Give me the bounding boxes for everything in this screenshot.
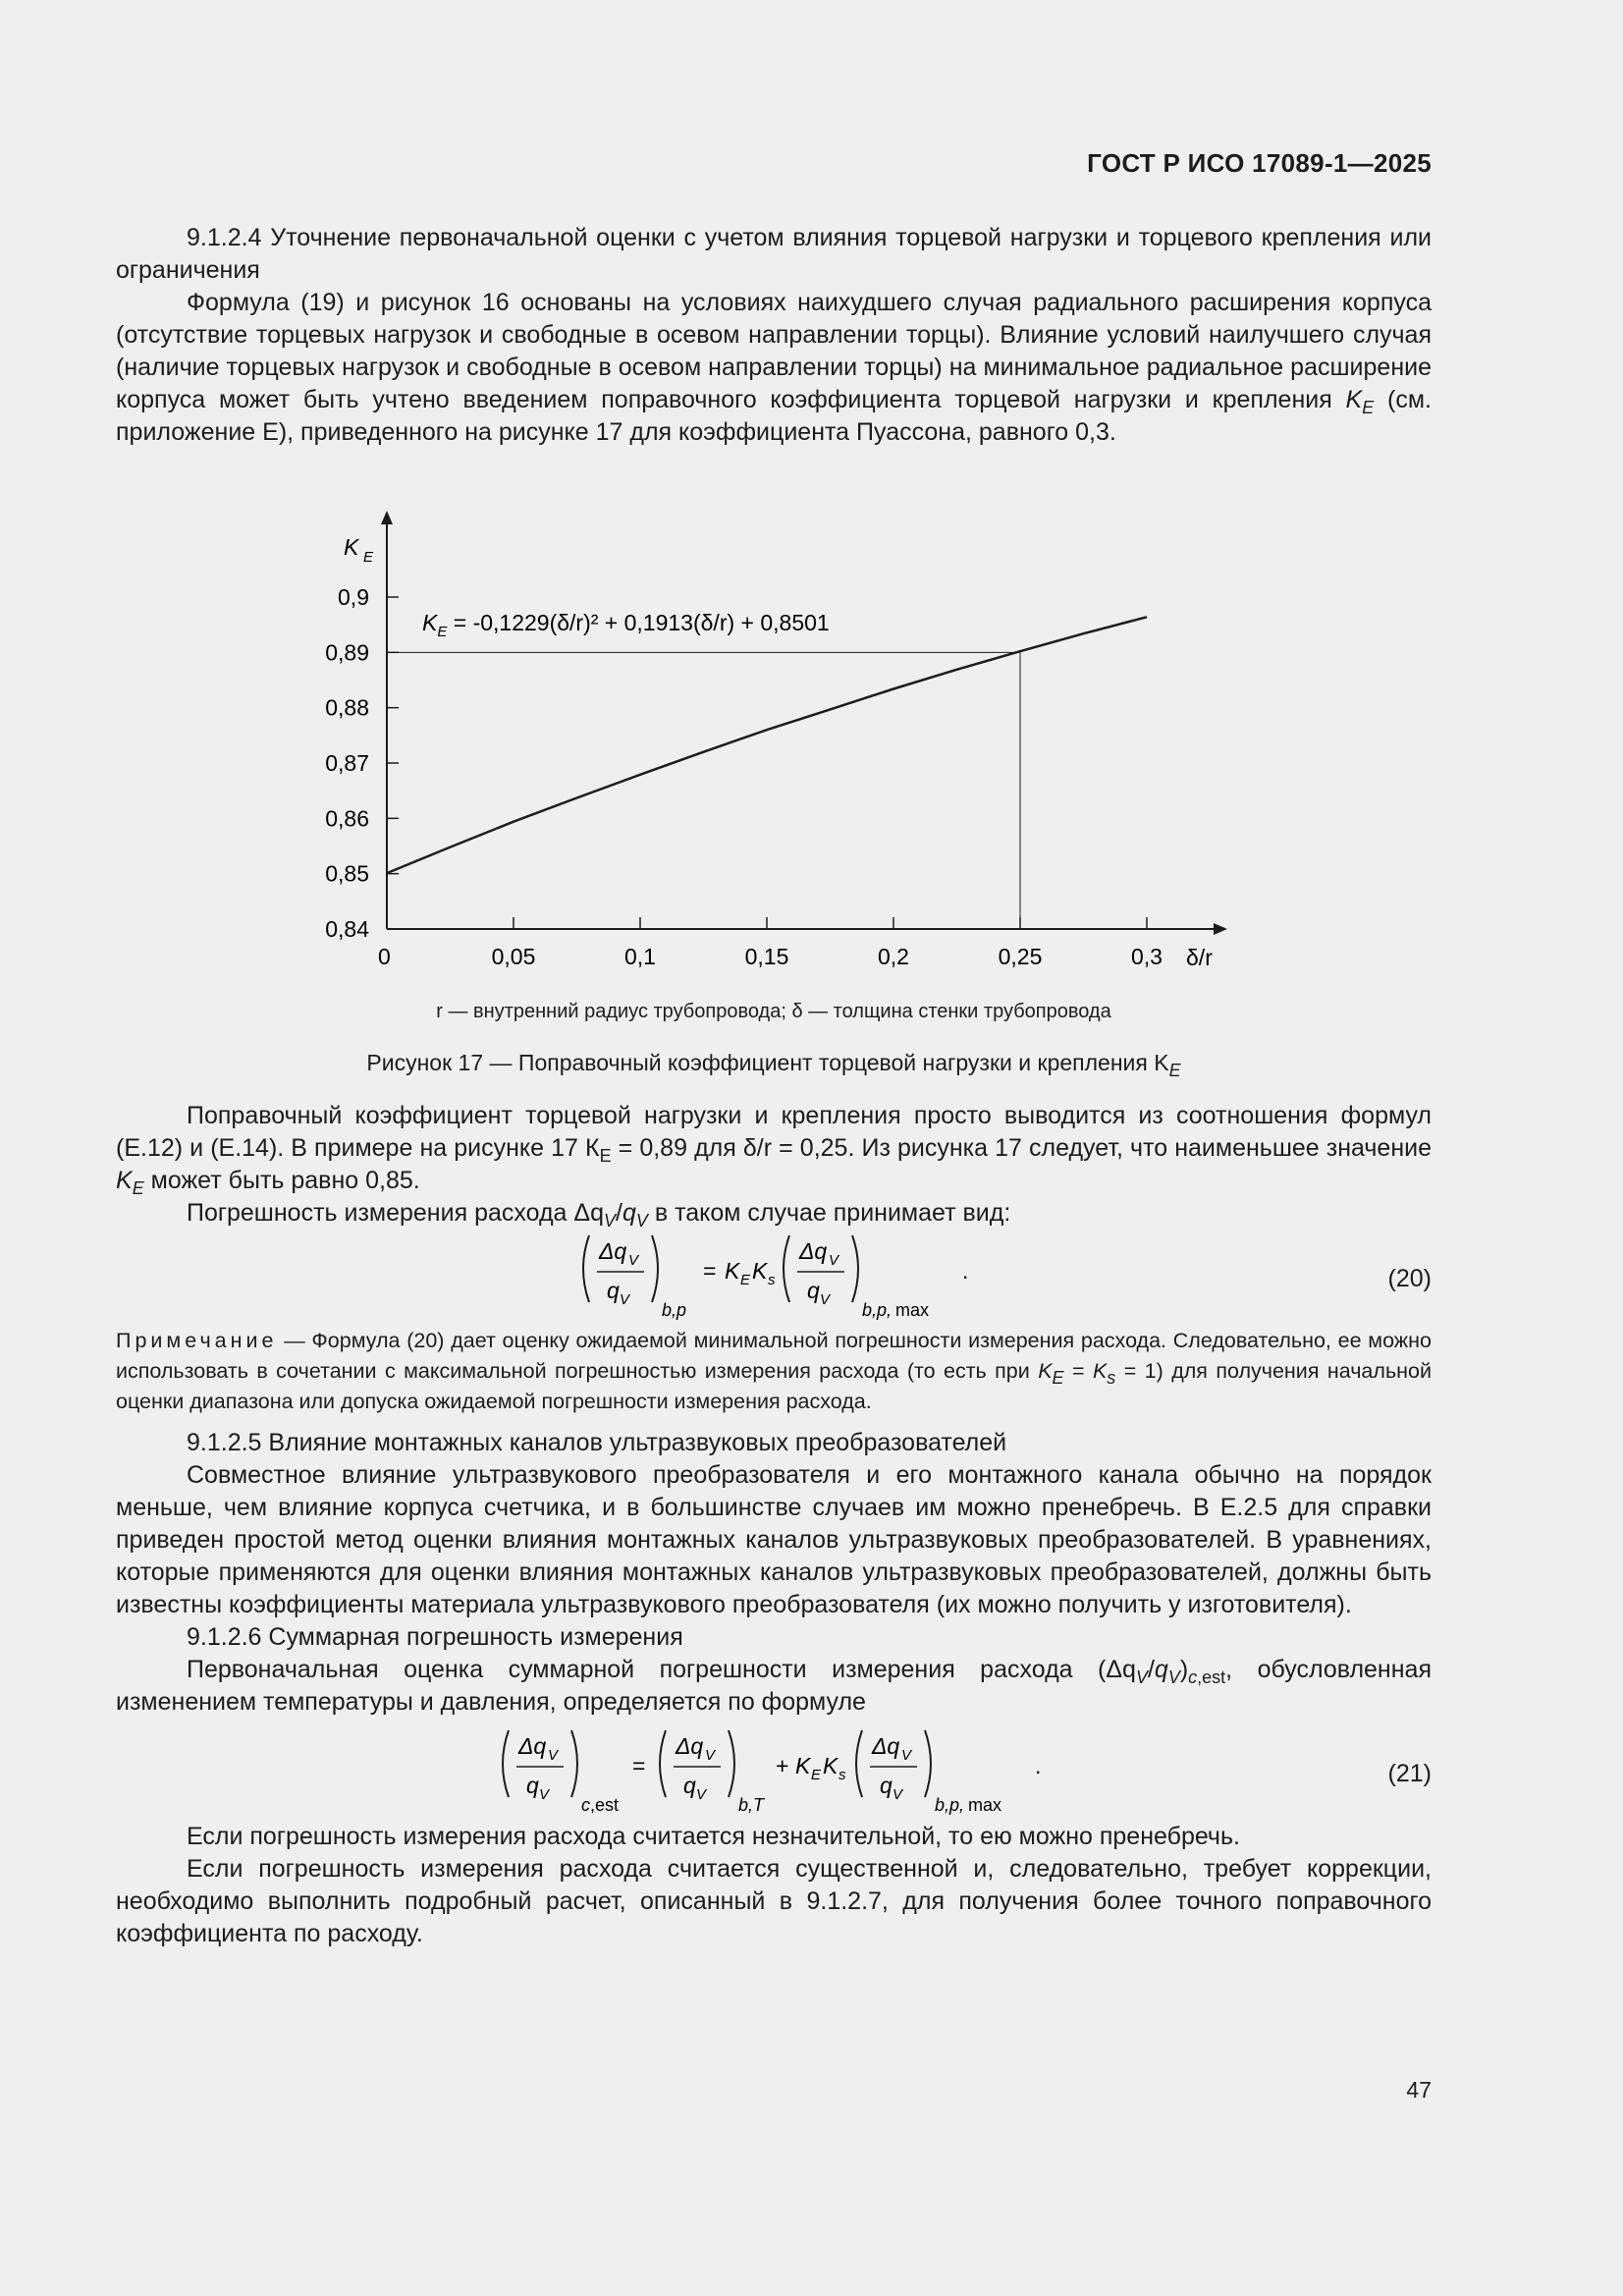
svg-text:max: max bbox=[895, 1300, 930, 1320]
svg-text:q: q bbox=[880, 1773, 893, 1798]
svg-text:=: = bbox=[703, 1258, 717, 1284]
figure-17 bbox=[116, 511, 1432, 1080]
formula-21-number: (21) bbox=[1387, 1760, 1432, 1787]
y-tick-label: 0,84 bbox=[325, 916, 369, 942]
ke-chart bbox=[116, 511, 1432, 1002]
x-axis-label: δ/r bbox=[1186, 945, 1213, 970]
y-tick-label: 0,88 bbox=[325, 694, 369, 721]
svg-text:s: s bbox=[839, 1767, 846, 1783]
svg-text:K: K bbox=[823, 1753, 839, 1778]
svg-text:b,p,: b,p, bbox=[935, 1795, 965, 1815]
svg-text:V: V bbox=[628, 1252, 639, 1269]
svg-text:Δq: Δq bbox=[872, 1733, 900, 1759]
y-tick-label: 0,85 bbox=[325, 860, 369, 887]
svg-text:V: V bbox=[705, 1747, 716, 1764]
paragraph-uncertainty-form: Погрешность измерения расхода $\Delta q_V/q_V$ в таком случае принимает вид: bbox=[187, 1199, 1011, 1230]
svg-text:Δq: Δq bbox=[799, 1238, 828, 1264]
svg-text:E: E bbox=[740, 1272, 751, 1288]
x-tick-label: 0,1 bbox=[624, 944, 656, 969]
x-axis-arrow bbox=[1214, 923, 1227, 935]
svg-text:s: s bbox=[768, 1272, 776, 1288]
formula-21-expression bbox=[497, 1724, 1125, 1821]
formula-20 bbox=[116, 1230, 1432, 1326]
page-number: 47 bbox=[1406, 2077, 1432, 2103]
svg-text:b,p,: b,p, bbox=[862, 1300, 893, 1320]
y-axis-arrow bbox=[381, 511, 393, 524]
svg-text:V: V bbox=[829, 1252, 839, 1269]
svg-text:q: q bbox=[683, 1773, 696, 1798]
section-9124 bbox=[116, 222, 1432, 449]
y-tick-label: 0,9 bbox=[338, 584, 369, 610]
y-tick-label: 0,87 bbox=[325, 750, 369, 776]
svg-text:V: V bbox=[548, 1747, 559, 1764]
svg-text:.: . bbox=[1035, 1753, 1042, 1778]
main-text-after-figure bbox=[116, 1100, 1432, 1950]
x-tick-label: 0,25 bbox=[998, 944, 1043, 969]
svg-text:V: V bbox=[539, 1786, 550, 1803]
formula-label: $K_E = -0,1229(\delta/r)^2 + 0,1913(\delta/r) + 0,8501$ bbox=[422, 610, 830, 640]
svg-text:.: . bbox=[962, 1258, 969, 1284]
svg-text:q: q bbox=[607, 1278, 620, 1303]
svg-text:V: V bbox=[820, 1291, 831, 1308]
svg-text:V: V bbox=[696, 1786, 707, 1803]
x-tick-label: 0,15 bbox=[744, 944, 789, 969]
x-tick-label: 0,05 bbox=[491, 944, 536, 969]
x-tick-label: 0,3 bbox=[1131, 944, 1163, 969]
svg-text:q: q bbox=[526, 1773, 539, 1798]
svg-text:b,T: b,T bbox=[738, 1795, 765, 1815]
svg-text:V: V bbox=[620, 1291, 630, 1308]
section-9126-title: 9.1.2.6 Суммарная погрешность измерения bbox=[187, 1623, 683, 1651]
svg-text:q: q bbox=[807, 1278, 820, 1303]
y-tick-label: 0,89 bbox=[325, 639, 369, 666]
section-9125-title: 9.1.2.5 Влияние монтажных каналов ультразвуковых преобразователей bbox=[187, 1429, 1007, 1456]
figure-note: r — внутренний радиус трубопровода; δ — толщина стенки трубопровода bbox=[436, 1001, 1111, 1022]
svg-text:Δq: Δq bbox=[599, 1238, 627, 1264]
closing-paragraph-2: Если погрешность измерения расхода считается существенной и, следовательно, требует коррекции, необходимо выполнить подробный расчет, описанный в 9.1.2.7, для получения более точного поправочного коэффициента по расходу. bbox=[116, 1855, 1432, 1947]
section-9125-text: Совместное влияние ультразвукового преобразователя и его монтажного канала обычно на порядок меньше, чем влияние корпуса счетчика, и в большинстве случаев им можно пренебречь. В Е.2.5 для справки приведен простой метод оценки влияния монтажных каналов ультразвуковых преобразователей. В уравнениях, которые применяются для оценки влияния монтажных каналов ультразвуковых преобразователей, должны быть известны коэффициенты материала ультразвукового преобразователя (их можно получить у изготовителя). bbox=[116, 1461, 1432, 1618]
y-axis-label-sub: E bbox=[363, 549, 374, 566]
svg-text:V: V bbox=[893, 1786, 903, 1803]
svg-text:max: max bbox=[968, 1795, 1002, 1815]
x-tick-label: 0 bbox=[378, 944, 391, 969]
y-axis-label: K bbox=[344, 534, 359, 560]
formula-20-expression bbox=[577, 1230, 1166, 1326]
svg-text:K: K bbox=[752, 1258, 768, 1284]
ke-curve bbox=[387, 617, 1147, 873]
section-9124-title: 9.1.2.4 Уточнение первоначальной оценки с учетом влияния торцевой нагрузки и торцевого крепления или ограничения bbox=[116, 224, 1432, 284]
svg-text:=: = bbox=[632, 1753, 646, 1778]
svg-text:Δq: Δq bbox=[518, 1733, 547, 1759]
svg-text:Δq: Δq bbox=[676, 1733, 704, 1759]
closing-paragraph-1: Если погрешность измерения расхода считается незначительной, то ею можно пренебречь. bbox=[187, 1823, 1240, 1850]
section-9126-text: Первоначальная оценка суммарной погрешности измерения расхода $(\Delta q_V/q_V)_{c,est}$, обусловленная изменением температуры и давления, определяется по формуле bbox=[116, 1656, 1432, 1716]
svg-text:+: + bbox=[776, 1753, 789, 1778]
svg-text:b,p: b,p bbox=[662, 1300, 687, 1320]
svg-text:V: V bbox=[901, 1747, 912, 1764]
note-formula-20: Примечание — Формула (20) дает оценку ожидаемой минимальной погрешности измерения расхода. Следовательно, ее можно использовать в сочетании с максимальной погрешностью измерения расхода (то есть при $K_E = K_s = 1$) для получения начальной оценки диапазона или допуска ожидаемой погрешности измерения расхода. bbox=[116, 1329, 1432, 1413]
paragraph-ke-derivation: Поправочный коэффициент торцевой нагрузки и крепления просто выводится из соотношения формул (Е.12) и (Е.14). В примере на рисунке 17 $К_Е = 0,89$ для δ/r = 0,25. Из рисунка 17 следует, что наименьшее значение $K_E$ может быть равно 0,85. bbox=[116, 1102, 1432, 1198]
y-tick-label: 0,86 bbox=[325, 805, 369, 832]
svg-text:c,est: c,est bbox=[581, 1795, 620, 1815]
svg-text:K: K bbox=[795, 1753, 811, 1778]
figure-caption: Рисунок 17 — Поправочный коэффициент торцевой нагрузки и крепления $K_E$ bbox=[366, 1050, 1181, 1080]
section-9124-paragraph: Формула (19) и рисунок 16 основаны на условиях наихудшего случая радиального расширения корпуса (отсутствие торцевых нагрузок и свободные в осевом направлении торцы). Влияние условий наилучшего случая (наличие торцевых нагрузок и свободные в осевом направлении торцы) на минимальное радиальное расширение корпуса может быть учтено введением поправочного коэффициента торцевой нагрузки и крепления $K_E$ (см. приложение Е), приведенного на рисунке 17 для коэффициента Пуассона, равного 0,3. bbox=[116, 289, 1432, 446]
formula-21 bbox=[116, 1724, 1432, 1821]
x-tick-label: 0,2 bbox=[878, 944, 909, 969]
formula-20-number: (20) bbox=[1387, 1265, 1432, 1292]
document-header: ГОСТ Р ИСО 17089-1—2025 bbox=[1087, 148, 1432, 178]
svg-text:E: E bbox=[811, 1767, 822, 1783]
svg-text:K: K bbox=[725, 1258, 740, 1284]
